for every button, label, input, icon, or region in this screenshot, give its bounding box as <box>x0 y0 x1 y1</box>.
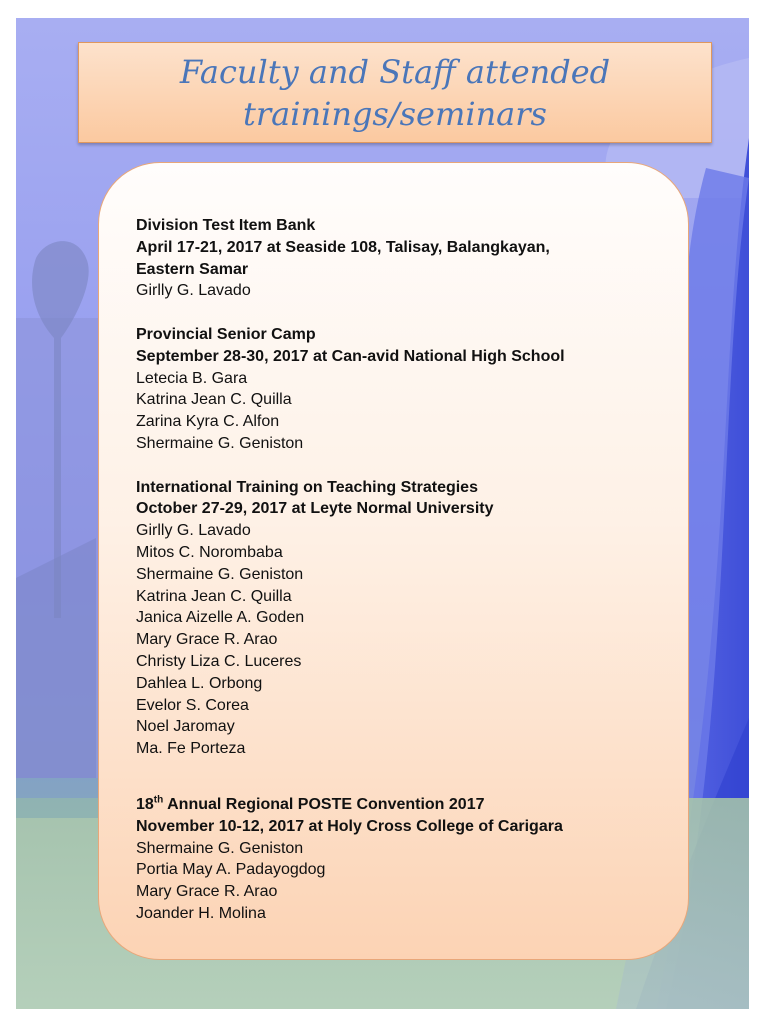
event-name: Annual Regional POSTE Convention 2017 <box>167 795 485 813</box>
attendee-name: Portia May A. Padayogdog <box>136 861 326 879</box>
page-title: Faculty and Staff attended trainings/seminars <box>179 52 611 133</box>
attendee-name: Ma. Fe Porteza <box>136 740 246 758</box>
attendee-name: Janica Aizelle A. Goden <box>136 609 305 627</box>
event-details: November 10-12, 2017 at Holy Cross College of Carigara <box>136 817 563 835</box>
training-list <box>136 215 676 925</box>
attendee-name: Mary Grace R. Arao <box>136 631 278 649</box>
event-number-suffix: th <box>153 794 164 806</box>
attendee-name: Letecia B. Gara <box>136 369 248 387</box>
attendee-name: Mary Grace R. Arao <box>136 883 278 901</box>
attendee-name: Joander H. Molina <box>136 904 266 922</box>
attendee-name: Katrina Jean C. Quilla <box>136 587 292 605</box>
attendee-name: Evelor S. Corea <box>136 696 249 714</box>
event-number: 18 <box>136 795 154 813</box>
event-title: Division Test Item Bank <box>136 217 316 234</box>
title-banner <box>78 42 712 143</box>
attendee-name: Shermaine G. Geniston <box>136 565 304 583</box>
event-details: September 28-30, 2017 at Can-avid National High School <box>136 347 565 365</box>
training-section <box>136 477 676 760</box>
attendee-name: Katrina Jean C. Quilla <box>136 391 292 409</box>
attendee-name: Christy Liza C. Luceres <box>136 652 302 670</box>
event-details: October 27-29, 2017 at Leyte Normal University <box>136 500 494 518</box>
content-card <box>98 162 689 960</box>
attendee-name: Dahlea L. Orbong <box>136 674 263 692</box>
training-section <box>136 794 676 925</box>
event-title: International Training on Teaching Strategies <box>136 478 478 496</box>
attendee-name: Shermaine G. Geniston <box>136 434 304 452</box>
attendee-name: Shermaine G. Geniston <box>136 839 304 857</box>
event-title: Provincial Senior Camp <box>136 325 316 343</box>
event-details: April 17-21, 2017 at Seaside 108, Talisay, Balangkayan, <box>136 238 550 256</box>
training-section <box>136 324 676 455</box>
attendee-name: Girlly G. Lavado <box>136 522 251 540</box>
event-title <box>136 794 676 816</box>
attendee-name: Zarina Kyra C. Alfon <box>136 413 280 431</box>
event-details-cont: Eastern Samar <box>136 260 249 278</box>
attendee-name: Noel Jaromay <box>136 718 235 736</box>
attendee-name: Girlly G. Lavado <box>136 282 251 300</box>
training-section <box>136 215 676 302</box>
attendee-name: Mitos C. Norombaba <box>136 543 283 561</box>
